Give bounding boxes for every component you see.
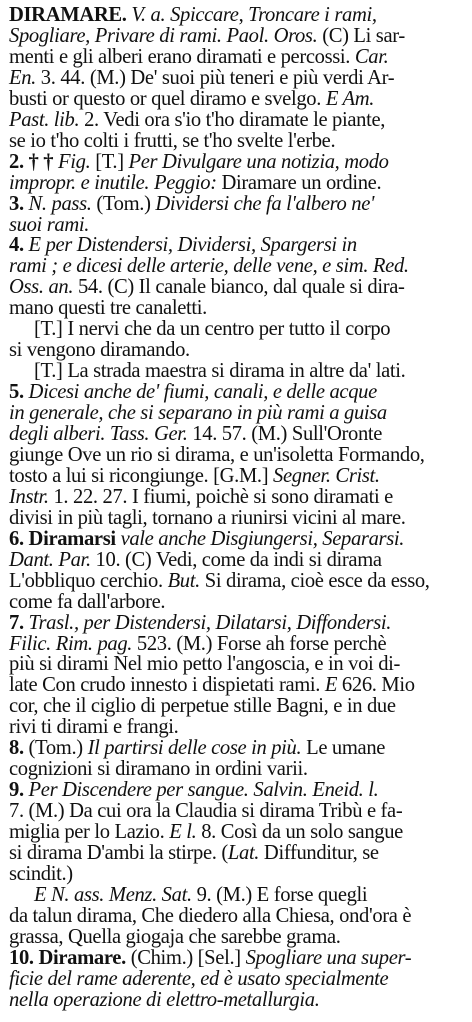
entry-text: Spogliare una super- [245, 946, 412, 969]
entry-text: E N. ass. Menz. Sat. [34, 883, 197, 906]
entry-text: Dicesi anche de' fiumi, canali, e delle acque [28, 381, 377, 404]
entry-text: si dirama D'ambi la stirpe. ( [9, 842, 228, 864]
entry-text: late Con crudo innesto i dispietati rami. [9, 674, 325, 697]
entry-text: E [324, 674, 342, 697]
entry-text: degli alberi. Tass. Ger. [9, 423, 193, 445]
entry-text: , [238, 4, 249, 26]
entry-text: si vengono diramando. [9, 339, 190, 362]
entry-text: [T.] I nervi che da un centro per tutto il corpo [34, 318, 391, 341]
entry-text: Dant. Par. [9, 548, 96, 571]
entry-text: [T.] La strada maestra si dirama in altre da' lati. [34, 360, 406, 383]
entry-text: 3. 44. (M.) De' suoi più teneri e più verdi Ar- [40, 66, 395, 89]
entry-text: vale anche Disgiungersi, Separarsi. [120, 527, 405, 550]
entry-text: busti or questo or quel diramo e svelgo. [9, 87, 326, 110]
entry-text: (Chim.) [Sel.] [130, 946, 246, 969]
entry-text: più si dirami Nel mio petto l'angoscia, e in voi di- [9, 653, 401, 676]
entry-text: L'obbliquo cerchio. [9, 569, 168, 592]
entry-text: 5. [9, 381, 29, 404]
entry-text: 10. (C) Vedi, come da indi si dirama [95, 548, 382, 571]
entry-text: 6. Diramarsi [9, 527, 121, 550]
entry-text: E l. [169, 821, 202, 843]
entry-text: divisi in più tagli, tornano a riunirsi vicini al mare. [9, 506, 406, 529]
entry-text: in generale, che si separano in più rami a guisa [9, 402, 387, 425]
entry-text: rami ; e dicesi delle arterie, delle vene, e sim. Red. [9, 255, 409, 278]
entry-text: 54. (C) Il canale bianco, dal quale si dira- [77, 276, 405, 299]
entry-text: Segner. Crist. [273, 464, 380, 487]
entry-text: Spogliare, Privare di rami. Paol. Oros. [9, 24, 323, 47]
entry-text: E Am. [325, 87, 375, 110]
entry-text: da talun dirama, Che diedero alla Chiesa, ond'ora è [9, 904, 412, 927]
entry-text: cor, che il ciglio di perpetue stille Bagni, e in due [9, 695, 396, 718]
entry-text: 10. Diramare. [9, 946, 131, 969]
entry-text: Oss. an. [9, 276, 78, 299]
entry-text: E per Distendersi, Dividersi, Spargersi in [28, 234, 357, 257]
entry-text: 523. (M.) Forse ah forse perchè [136, 632, 387, 655]
entry-text: (Tom.) [28, 737, 88, 760]
entry-text: rivi ti dirami e frangi. [9, 716, 179, 739]
entry-text: 1. 22. 27. I fiumi, poichè si sono diramati e [53, 485, 393, 508]
entry-text: Past. lib. [9, 108, 85, 131]
entry-line [9, 988, 320, 1012]
entry-text: V. a. Spiccare [131, 4, 239, 26]
entry-text: Lat. [227, 842, 264, 864]
entry-text: Diramare un ordine. [221, 171, 382, 194]
entry-text: Le umane [306, 737, 386, 760]
entry-text: 8. Così da un solo sangue [201, 821, 403, 843]
entry-text: come fa dall'arbore. [9, 590, 166, 613]
entry-text: nella operazione di elettro-metallurgia. [9, 988, 320, 1011]
entry-text: Instr. [9, 485, 54, 508]
entry-text: 7. [9, 611, 29, 634]
entry-text: Diffunditur, se [263, 842, 379, 864]
entry-text: ficie del rame aderente, ed è usato specialmente [9, 967, 389, 990]
entry-text: Per Divulgare una notizia, modo [128, 150, 389, 173]
entry-text: Per Discendere per sangue. Salvin. Eneid. l. [28, 779, 379, 802]
entry-text: menti e gli alberi erano diramati e percossi. [9, 45, 355, 68]
entry-text: But. [167, 569, 205, 592]
entry-text: miglia per lo Lazio. [9, 821, 170, 843]
entry-text: 2. † † [9, 150, 59, 173]
entry-text: Trasl., per Distendersi, Dilatarsi, Diffondersi. [28, 611, 392, 634]
entry-text: [T.] [95, 150, 129, 173]
entry-text: (Tom.) [96, 192, 156, 215]
entry-text: (C) Li sar- [322, 24, 405, 47]
entry-text: Car. [354, 45, 389, 68]
entry-text: En. [9, 66, 41, 89]
entry-text: giunge Ove un rio si dirama, e un'isoletta Formando, [9, 443, 425, 466]
entry-text: 8. [9, 737, 29, 760]
entry-text: 2. Vedi ora s'io t'ho diramate le piante, [84, 108, 386, 131]
entry-text: 626. Mio [341, 674, 415, 697]
entry-text: N. pass. [28, 192, 97, 215]
entry-text: 9. [9, 779, 29, 802]
entry-text: impropr. e inutile. Peggio: [9, 171, 222, 194]
entry-text: mano questi tre canaletti. [9, 297, 207, 320]
entry-text: cognizioni si diramano in ordini varii. [9, 758, 308, 781]
entry-text: suoi rami. [9, 213, 90, 236]
entry-text: tosto a lui si ricongiunge. [G.M.] [9, 464, 274, 487]
entry-text: 4. [9, 234, 29, 257]
entry-text: Troncare i rami, [248, 4, 377, 26]
entry-text: Dividersi che fa l'albero ne' [155, 192, 375, 215]
entry-text: 14. 57. (M.) Sull'Oronte [192, 423, 383, 445]
entry-text: 3. [9, 192, 29, 215]
entry-text: Fig. [58, 150, 96, 173]
entry-text: 7. (M.) Da cui ora la Claudia si dirama Tribù e fa- [9, 800, 403, 823]
entry-text: Si dirama, cioè esce da esso, [204, 569, 430, 592]
headword: DIRAMARE. [9, 4, 132, 26]
entry-text: grassa, Quella giogaja che sarebbe grama. [9, 925, 341, 948]
entry-text: Il partirsi delle cose in più. [87, 737, 307, 760]
entry-text: Filic. Rim. pag. [9, 632, 137, 655]
entry-text: scindit.) [9, 862, 73, 885]
entry-text: 9. (M.) E forse quegli [196, 883, 368, 906]
entry-text: se io t'ho colti i frutti, se t'ho svelte l'erbe. [9, 129, 336, 152]
